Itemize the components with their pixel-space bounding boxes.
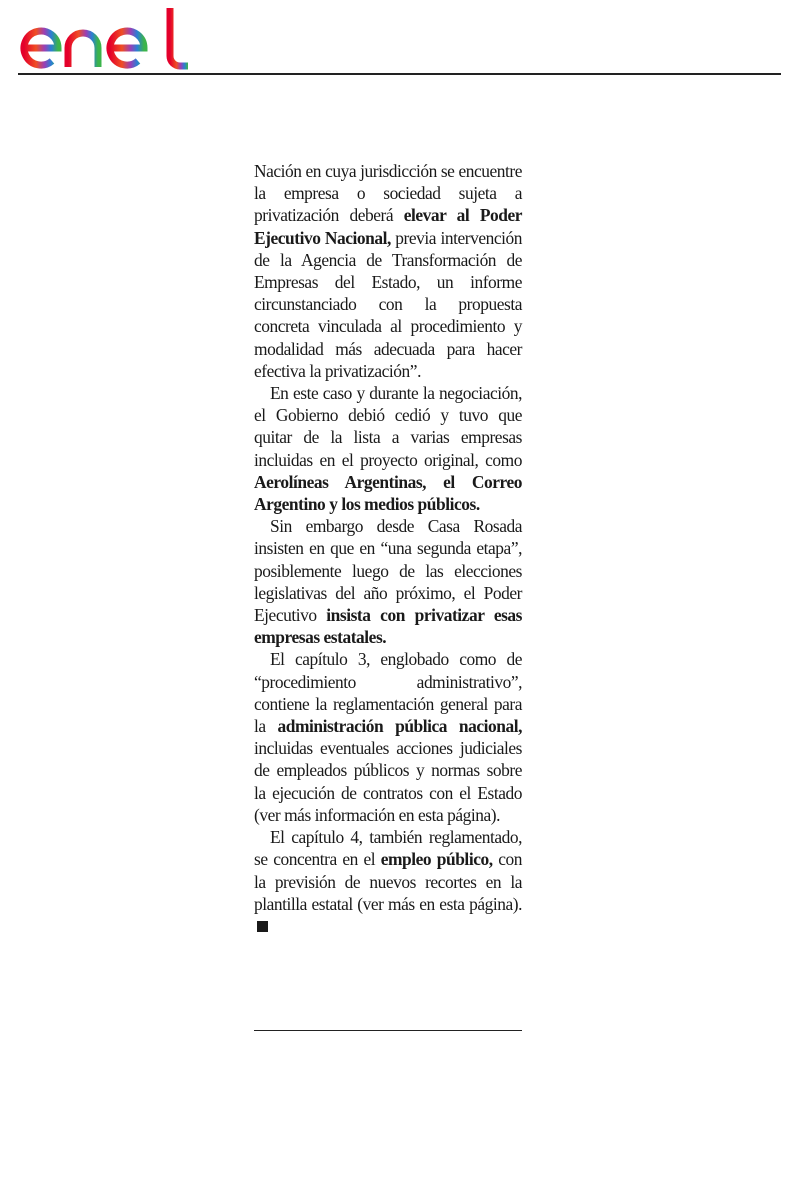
paragraph: El capítulo 3, englobado como de “procedimiento administrativo”, contiene la reglamentación general para la administración pública nacional, incluidas eventuales acciones judiciales de empleados públicos y normas sobre la ejecución de contratos con el Estado (ver más información en esta página).	[254, 649, 522, 825]
paragraph: En este caso y durante la negociación, el Gobierno debió cedió y tuvo que quitar de la lista a varias empresas incluidas en el proyecto original, como Aerolíneas Argentinas, el Correo Argentino y los medios públicos.	[254, 383, 522, 515]
paragraph: Sin embargo desde Casa Rosada insisten en que en “una segunda etapa”, posiblemente luego de las elecciones legislativas del año próximo, el Poder Ejecutivo insista con privatizar esas empresas estatales.	[254, 516, 522, 648]
end-of-article-mark	[257, 921, 268, 932]
header-rule	[18, 73, 781, 75]
enel-logo	[18, 4, 193, 70]
paragraph: Nación en cuya jurisdicción se encuentre la empresa o sociedad sujeta a privatización deberá elevar al Poder Ejecutivo Nacional, previa intervención de la Agencia de Transformación de Empresas del Estado, un informe circunstanciado con la propuesta concreta vinculada al procedimiento y modalidad más adecuada para hacer efectiva la privatización”.	[254, 161, 523, 381]
paragraph: El capítulo 4, también reglamentado, se concentra en el empleo público, con la previsión de nuevos recortes en la plantilla estatal (ver más en esta página).	[254, 826, 522, 937]
article-body	[254, 160, 522, 937]
article-end-rule	[254, 1030, 522, 1031]
